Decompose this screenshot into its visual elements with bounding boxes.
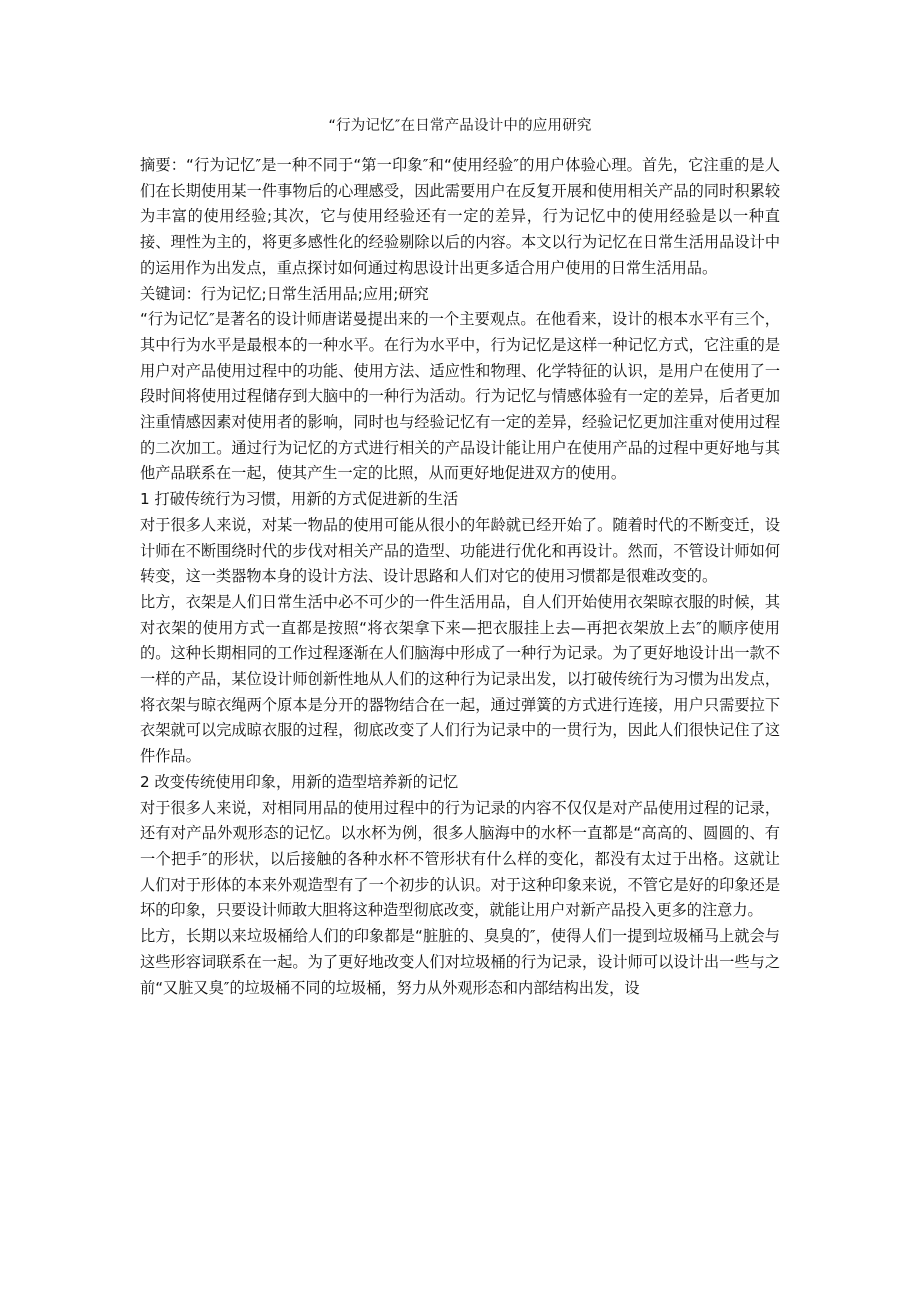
section-1-paragraph-1: 对于很多人来说，对某一物品的使用可能从很小的年龄就已经开始了。随着时代的不断变迁，设计师在不断围绕时代的步伐对相关产品的造型、功能进行优化和再设计。然而，不管设计师如何转变，这一类器物本身的设计方法、设计思路和人们对它的使用习惯都是很难改变的。 bbox=[140, 515, 780, 586]
section-1-paragraph-2: 比方，衣架是人们日常生活中必不可少的一件生活用品，自人们开始使用衣架晾衣服的时候，其对衣架的使用方式一直都是按照“将衣架拿下来—把衣服挂上去—再把衣架放上去″的顺序使用的。这种长期相同的工作过程逐渐在人们脑海中形成了一种行为记录。为了更好地设计出一款不一样的产品，某位设计师创新性地从人们的这种行为记录出发，以打破传统行为习惯为出发点，将衣架与晾衣绳两个原本是分开的器物结合在一起，通过弹簧的方式进行连接，用户只需要拉下衣架就可以完成晾衣服的过程，彻底改变了人们行为记录中的一贯行为，因此人们很快记住了这件作品。 bbox=[140, 592, 780, 766]
section-2-paragraph-1: 对于很多人来说，对相同用品的使用过程中的行为记录的内容不仅仅是对产品使用过程的记录，还有对产品外观形态的记忆。以水杯为例，很多人脑海中的水杯一直都是“高高的、圆圆的、有一个把手″的形状，以后接触的各种水杯不管形状有什么样的变化，都没有太过于出格。这就让人们对于形体的本来外观造型有了一个初步的认识。对于这种印象来说，不管它是好的印象还是坏的印象，只要设计师敢大胆将这种造型彻底改变，就能让用户对新产品投入更多的注意力。 bbox=[140, 798, 780, 920]
section-2-heading: 2 改变传统使用印象，用新的造型培养新的记忆 bbox=[140, 772, 459, 791]
document-title: “行为记忆″在日常产品设计中的应用研究 bbox=[328, 118, 592, 134]
keywords-line: 关键词：行为记忆;日常生活用品;应用;研究 bbox=[140, 284, 429, 303]
section-1-heading: 1 打破传统行为习惯，用新的方式促进新的生活 bbox=[140, 490, 459, 509]
document-body bbox=[140, 153, 780, 1001]
section-2-paragraph-2: 比方，长期以来垃圾桶给人们的印象都是“脏脏的、臭臭的″，使得人们一提到垃圾桶马上就会与这些形容词联系在一起。为了更好地改变人们对垃圾桶的行为记录，设计师可以设计出一些与之前“又脏又臭″的垃圾桶不同的垃圾桶，努力从外观形态和内部结构出发，设 bbox=[140, 927, 780, 997]
abstract-paragraph: 摘要：“行为记忆″是一种不同于“第一印象″和“使用经验″的用户体验心理。首先，它注重的是人们在长期使用某一件事物后的心理感受，因此需要用户在反复开展和使用相关产品的同时积累较为丰富的使用经验;其次，它与使用经验还有一定的差异，行为记忆中的使用经验是以一种直接、理性为主的，将更多感性化的经验剔除以后的内容。本文以行为记忆在日常生活用品设计中的运用作为出发点，重点探讨如何通过构思设计出更多适合用户使用的日常生活用品。 bbox=[140, 156, 780, 277]
intro-paragraph: “行为记忆″是著名的设计师唐诺曼提出来的一个主要观点。在他看来，设计的根本水平有三个，其中行为水平是最根本的一种水平。在行为水平中，行为记忆是这样一种记忆方式，它注重的是用户对产品使用过程中的功能、使用方法、适应性和物理、化学特征的认识，是用户在使用了一段时间将使用过程储存到大脑中的一种行为活动。行为记忆与情感体验有一定的差异，后者更加注重情感因素对使用者的影响，同时也与经验记忆有一定的差异，经验记忆更加注重对使用过程的二次加工。通过行为记忆的方式进行相关的产品设计能让用户在使用产品的过程中更好地与其他产品联系在一起，使其产生一定的比照，从而更好地促进双方的使用。 bbox=[140, 310, 780, 483]
